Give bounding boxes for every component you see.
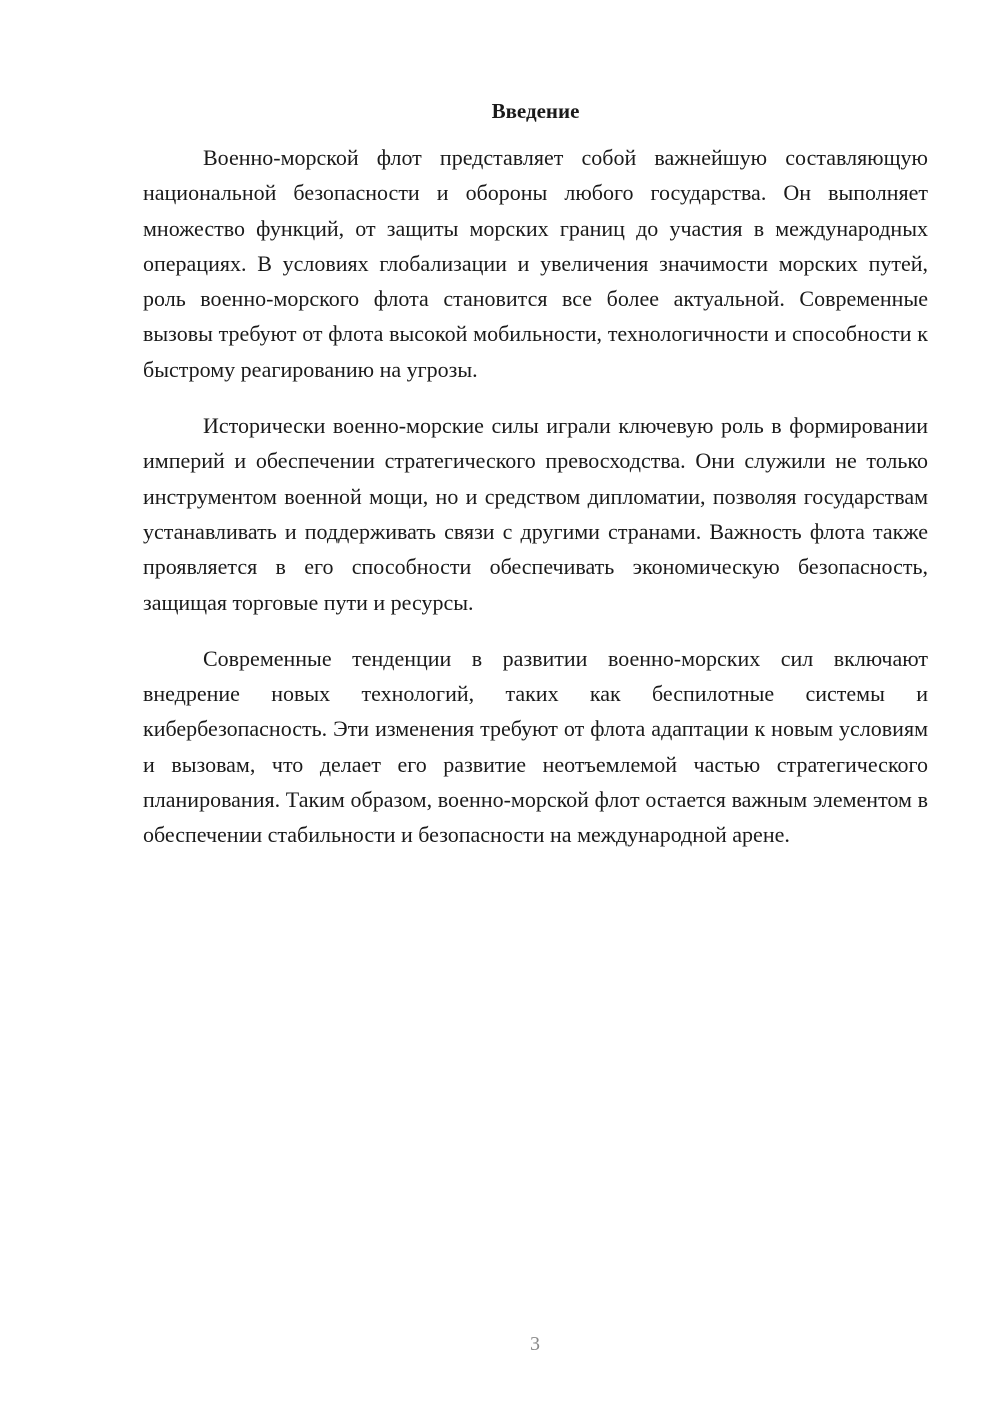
page-number: 3 (530, 1333, 540, 1355)
paragraph-2: Исторически военно-морские силы играли ключевую роль в формировании империй и обеспечении стратегического превосходства. Они служили не только инструментом военной мощи, но и средством дипломатии, позволяя государствам устанавливать и поддерживать связи с другими странами. Важность флота также проявляется в его способности обеспечивать экономическую безопасность, защищая торговые пути и ресурсы. (143, 413, 928, 615)
paragraph-3: Современные тенденции в развитии военно-морских сил включают внедрение новых технологий, таких как беспилотные системы и кибербезопасность. Эти изменения требуют от флота адаптации к новым условиям и вызовам, что делает его развитие неотъемлемой частью стратегического планирования. Таким образом, военно-морской флот остается важным элементом в обеспечении стабильности и безопасности на международной арене. (143, 645, 928, 848)
section-title: Введение (491, 99, 580, 123)
page-content (143, 96, 928, 874)
paragraph-1: Военно-морской флот представляет собой важнейшую составляющую национальной безопасности и обороны любого государства. Он выполняет множество функций, от защиты морских границ до участия в международных операциях. В условиях глобализации и увеличения значимости морских путей, роль военно-морского флота становится все более актуальной. Современные вызовы требуют от флота высокой мобильности, технологичности и способности к быстрому реагированию на угрозы. (143, 145, 928, 382)
